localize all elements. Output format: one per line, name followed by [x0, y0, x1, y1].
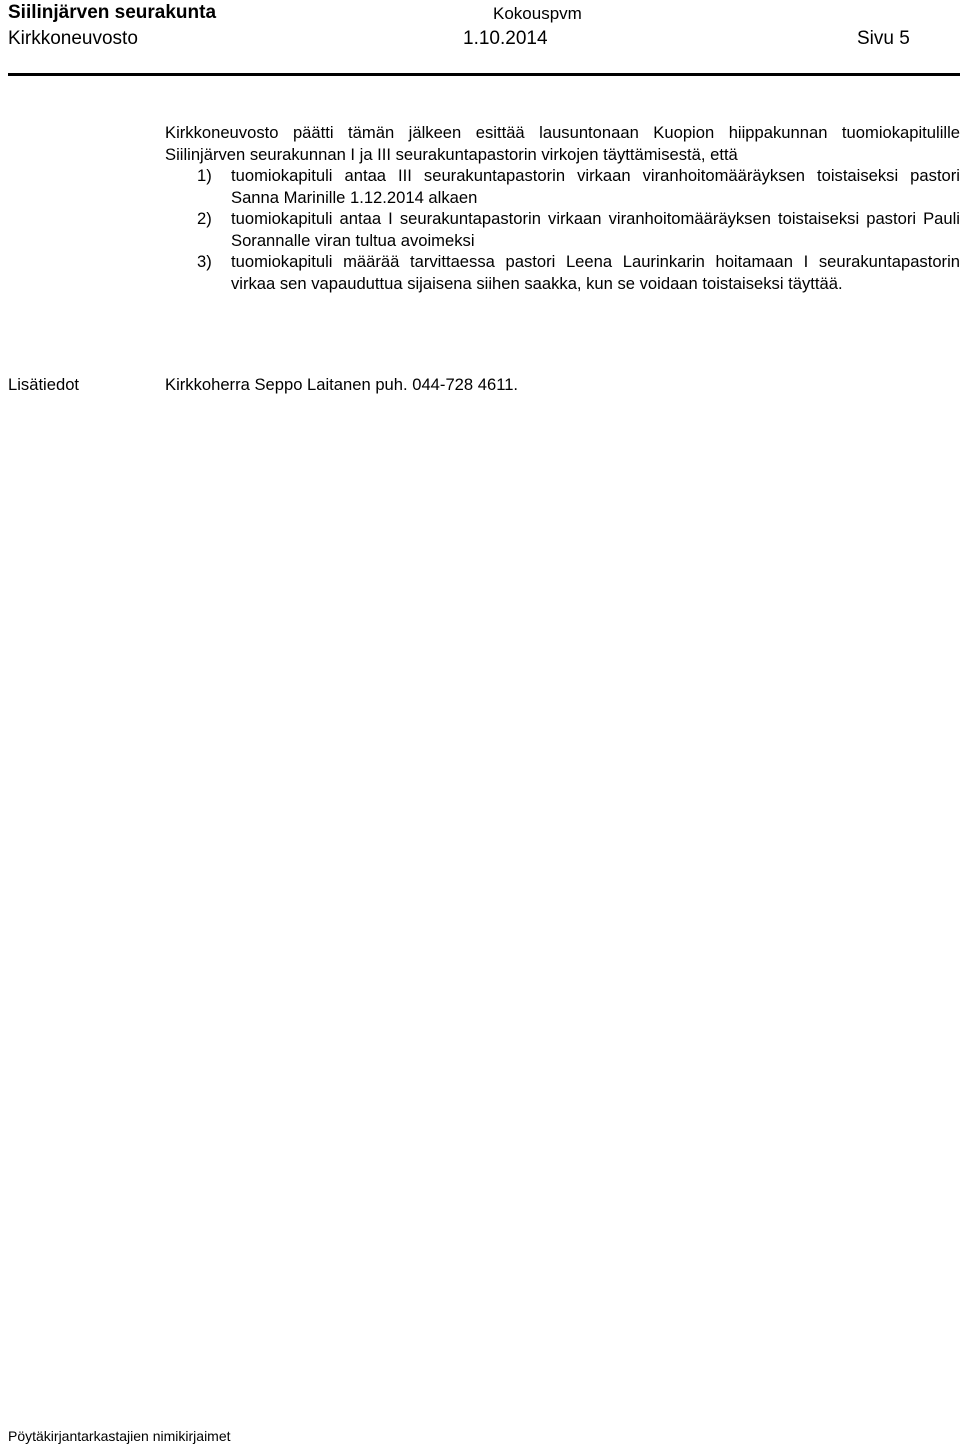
decision-list	[165, 165, 960, 294]
decision-text	[165, 122, 960, 294]
decision-item-number: 1)	[197, 166, 212, 185]
decision-item	[165, 208, 960, 251]
decision-intro: Kirkkoneuvosto päätti tämän jälkeen esittää lausuntonaan Kuopion hiippakunnan tuomiokapitulille Siilinjärven seurakunnan I ja III seurakuntapastorin virkojen täyttämisestä, että	[165, 123, 960, 164]
organization-name: Siilinjärven seurakunta	[8, 2, 217, 23]
decision-item	[165, 165, 960, 208]
decision-item	[165, 251, 960, 294]
decision-item-number: 2)	[197, 209, 212, 228]
decision-item-text: tuomiokapituli antaa III seurakuntapastorin virkaan viranhoitomääräyksen toistaiseksi pastori Sanna Marinille 1.12.2014 alkaen	[231, 166, 960, 207]
meeting-date: 1.10.2014	[463, 28, 548, 49]
info-text: Kirkkoherra Seppo Laitanen puh. 044-728 4611.	[165, 375, 519, 394]
decision-item-number: 3)	[197, 252, 212, 271]
meeting-date-label: Kokouspvm	[493, 4, 582, 23]
header-divider	[8, 73, 960, 76]
decision-item-text: tuomiokapituli määrää tarvittaessa pastori Leena Laurinkarin hoitamaan I seurakuntapastorin virkaa sen vapauduttua sijaisena siihen saakka, kun se voidaan toistaiseksi täyttää.	[231, 252, 960, 293]
footer-initials-label: Pöytäkirjantarkastajien nimikirjaimet	[8, 1428, 231, 1444]
governing-body-name: Kirkkoneuvosto	[8, 28, 138, 49]
decision-item-text: tuomiokapituli antaa I seurakuntapastorin virkaan viranhoitomääräyksen toistaiseksi pastori Pauli Sorannalle viran tultua avoimeksi	[231, 209, 960, 250]
info-label: Lisätiedot	[8, 375, 80, 394]
page-number: Sivu 5	[857, 28, 910, 49]
